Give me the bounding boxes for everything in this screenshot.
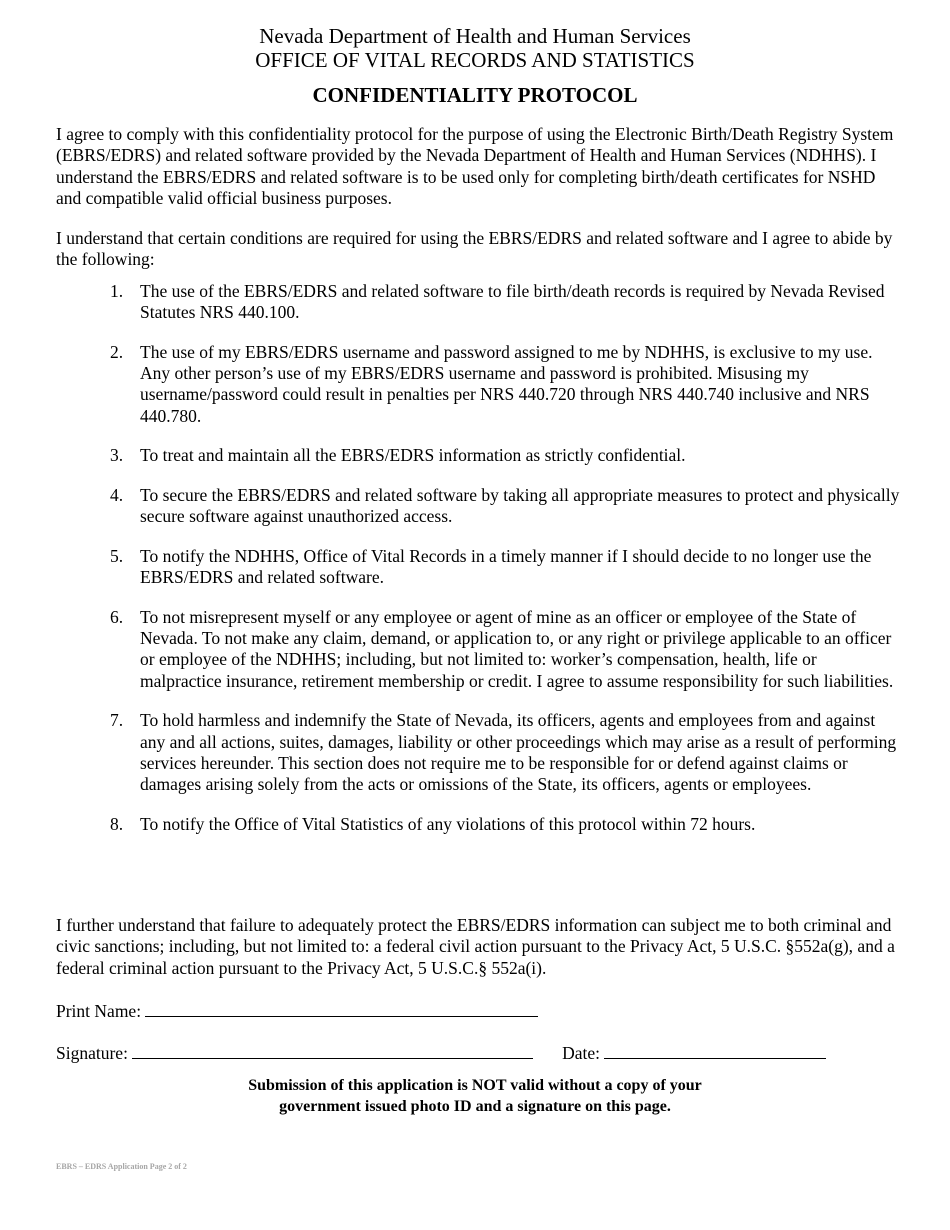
condition-number: 4. [110,484,124,505]
condition-number: 7. [110,710,124,731]
print-name-label: Print Name: [56,1001,142,1021]
conditions-list [56,281,902,853]
condition-item [56,485,902,528]
print-name-row [56,1000,538,1022]
condition-text: To treat and maintain all the EBRS/EDRS information as strictly confidential. [140,445,686,466]
office-name: OFFICE OF VITAL RECORDS AND STATISTICS [255,48,695,72]
condition-number: 2. [110,341,124,362]
date-field[interactable] [604,1042,826,1059]
document-title: CONFIDENTIALITY PROTOCOL [312,83,638,107]
sanctions-paragraph: I further understand that failure to adequately protect the EBRS/EDRS information can subject me to both criminal and civic sanctions; including, but not limited to: a federal civil action pursuant to the Privacy Act, 5 U.S.C. §552a(g), and a federal criminal action pursuant to the Privacy Act, 5 U.S.C.§ 552a(i). [56,915,895,978]
print-name-field[interactable] [145,1000,538,1017]
condition-item [56,342,902,427]
condition-item [56,814,902,835]
date-label: Date: [562,1043,600,1063]
condition-text: To not misrepresent myself or any employee or agent of mine as an officer or employee of the State of Nevada. To not make any claim, demand, or application to, or any right or privilege applicable to an officer or employee of the NDHHS; including, but not limited to: worker’s compensation, health, life or malpractice insurance, retirement membership or credit. I agree to assume responsibility for such liabilities. [140,606,894,691]
agency-name: Nevada Department of Health and Human Services [259,24,691,48]
condition-item [56,607,902,692]
notice-line-1: Submission of this application is NOT valid without a copy of your [248,1077,702,1094]
condition-text: To hold harmless and indemnify the State of Nevada, its officers, agents and employees from and against any and all actions, suites, damages, liability or other proceedings which may arise as a result of performing services hereunder. This section does not require me to be responsible for or defend against claims or damages arising solely from the acts or omissions of the State, its officers, agents or employees. [140,710,897,795]
signature-row [56,1042,826,1064]
page-footer: EBRS – EDRS Application Page 2 of 2 [56,1162,187,1171]
condition-item [56,710,902,795]
condition-number: 6. [110,606,124,627]
condition-number: 1. [110,281,124,301]
condition-number: 8. [110,813,124,834]
condition-item [56,445,902,466]
conditions-intro-paragraph: I understand that certain conditions are required for using the EBRS/EDRS and related software and I agree to abide by the following: [56,228,893,270]
condition-item [56,281,902,324]
condition-item [56,546,902,589]
condition-number: 3. [110,445,124,466]
submission-notice [0,1075,950,1117]
notice-line-2: government issued photo ID and a signature on this page. [279,1098,671,1115]
signature-label: Signature: [56,1043,128,1063]
condition-text: To notify the Office of Vital Statistics of any violations of this protocol within 72 hours. [140,813,756,834]
condition-text: To notify the NDHHS, Office of Vital Records in a timely manner if I should decide to no longer use the EBRS/EDRS and related software. [140,545,872,588]
condition-number: 5. [110,545,124,566]
signature-field[interactable] [132,1042,533,1059]
condition-text: The use of my EBRS/EDRS username and password assigned to me by NDHHS, is exclusive to my use. Any other person’s use of my EBRS/EDRS username and password is prohibited. Misusing my username/password could result in penalties per NRS 440.720 through NRS 440.740 inclusive and NRS 440.780. [140,341,873,426]
intro-paragraph: I agree to comply with this confidentiality protocol for the purpose of using the Electronic Birth/Death Registry System (EBRS/EDRS) and related software provided by the Nevada Department of Health and Human Services (NDHHS). I understand the EBRS/EDRS and related software is to be used only for completing birth/death certificates for NSHD and compatible valid official business purposes. [56,124,894,208]
condition-text: The use of the EBRS/EDRS and related software to file birth/death records is required by Nevada Revised Statutes NRS 440.100. [140,281,885,323]
document-header [0,24,950,72]
condition-text: To secure the EBRS/EDRS and related software by taking all appropriate measures to protect and physically secure software against unauthorized access. [140,484,900,527]
